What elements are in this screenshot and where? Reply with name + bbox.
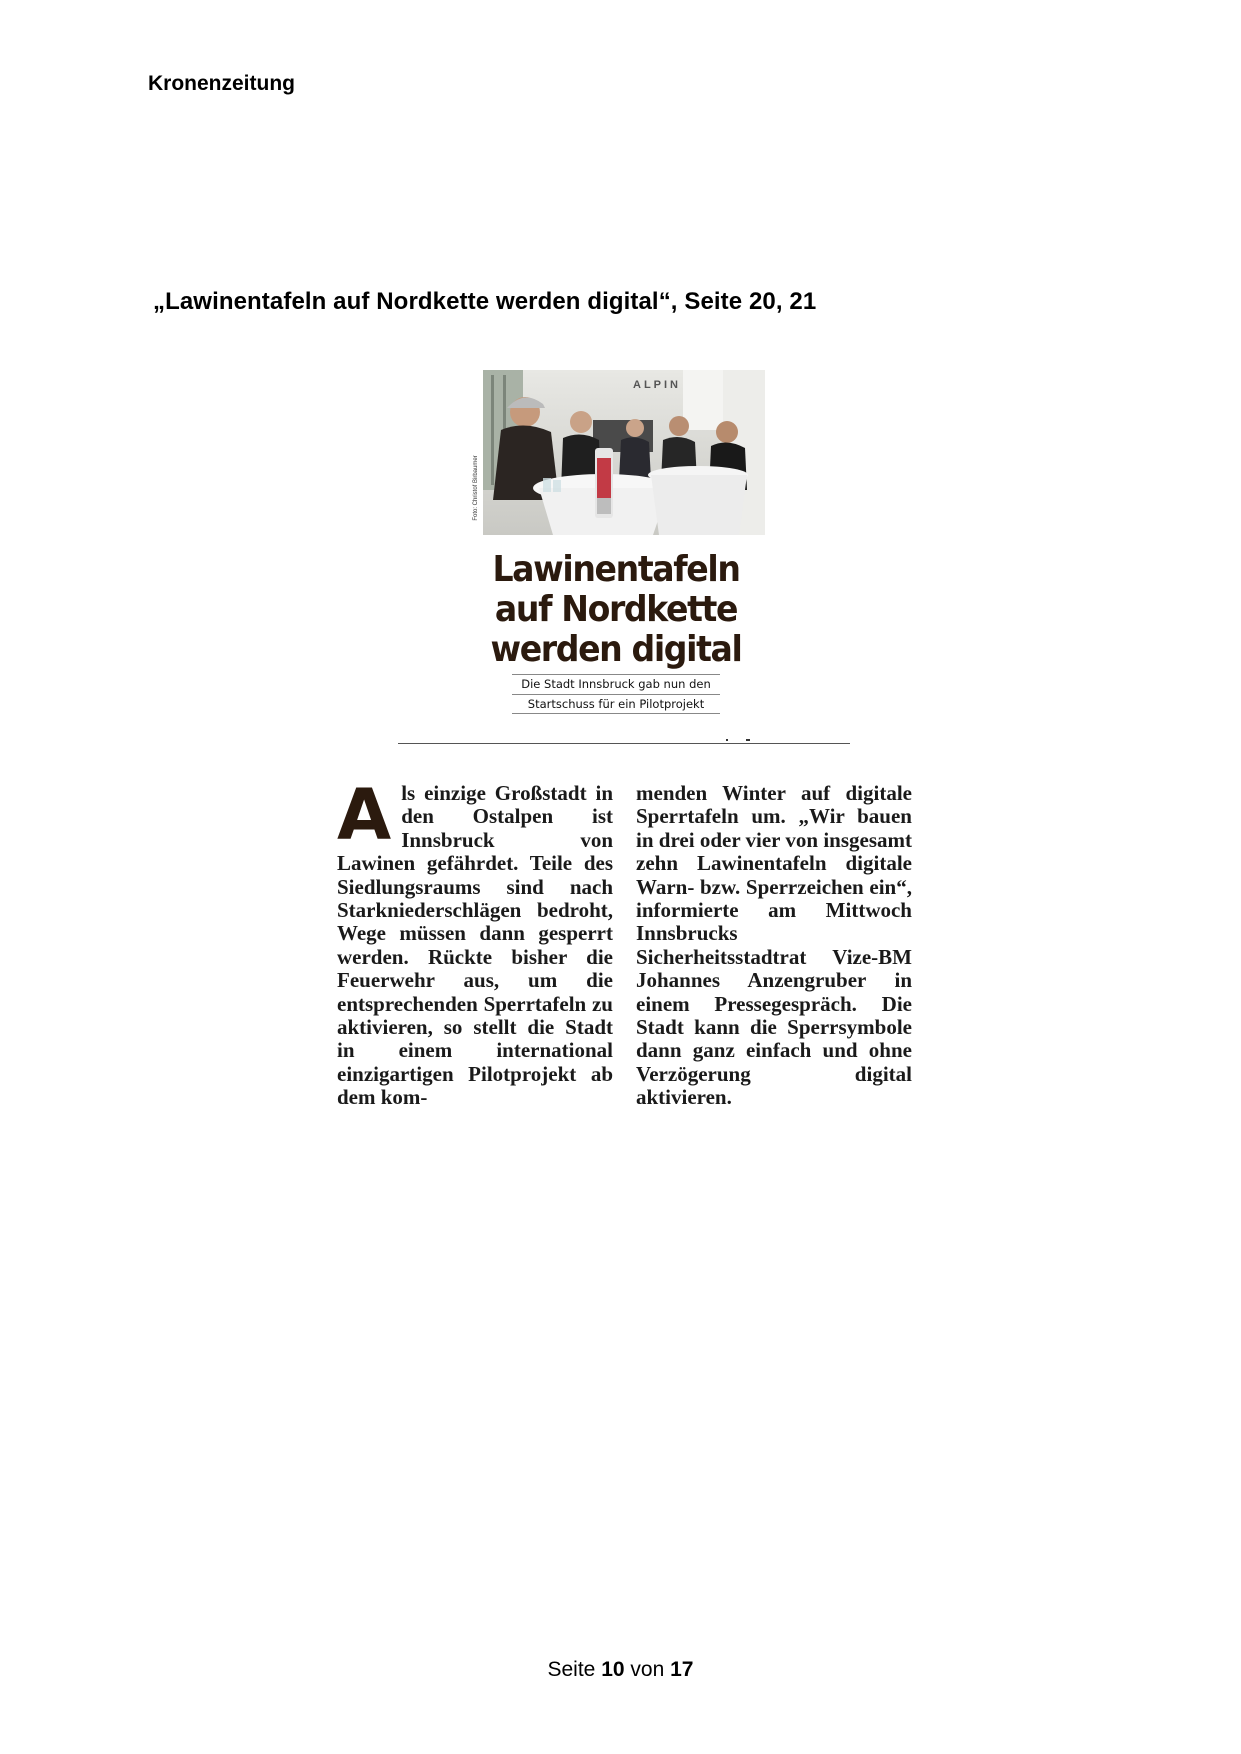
article-column-2	[636, 782, 912, 1110]
subtitle-divider	[512, 713, 720, 714]
article-reference: „Lawinentafeln auf Nordkette werden digital“, Seite 20, 21	[153, 288, 817, 315]
current-page: 10	[601, 1658, 625, 1681]
column-text: menden Winter auf digitale Sperrtafeln um. „Wir bauen in drei oder vier von insgesamt zehn Lawinentafeln digitale Warn- bzw. Sperrzeichen ein“, informierte am Mittwoch Innsbrucks Sicherheitsstadtrat Vize-BM Johannes Anzengruber in einem Pressegespräch. Die Stadt kann die Sperrsymbole dann ganz einfach und ohne Verzögerung digital aktivieren.	[636, 781, 912, 1110]
title-line: auf Nordkette	[494, 589, 738, 630]
subtitle-line: Die Stadt Innsbruck gab nun den	[521, 677, 711, 691]
press-conference-photo	[483, 370, 765, 535]
drop-cap: A	[337, 774, 392, 856]
article-column-1	[337, 774, 613, 1110]
article-title	[480, 550, 752, 670]
rule-marks	[726, 738, 766, 742]
footer-middle: von	[630, 1658, 665, 1681]
photo-credit: Foto: Christof Birbaumer	[473, 454, 479, 521]
subtitle-line: Startschuss für ein Pilotprojekt	[527, 697, 705, 711]
sign-text: ALPIN	[633, 379, 681, 391]
article-photo	[483, 370, 765, 535]
column-text: ls einzige Großstadt in den Ostalpen ist Innsbruck von Lawinen gefährdet. Teile des Siedlungsraums sind nach Starkniederschlägen bedroht, Wege müssen dann gesperrt werden. Rückte bisher die Feuerwehr aus, um die entsprechenden Sperrtafeln zu aktivieren, so stellt die Stadt in einem international einzigartigen Pilotprojekt ab dem kom-	[337, 781, 613, 1110]
total-pages: 17	[670, 1658, 694, 1681]
page-footer	[0, 1658, 1241, 1682]
subtitle-divider	[512, 694, 720, 695]
section-rule	[398, 743, 850, 744]
footer-prefix: Seite	[547, 1658, 596, 1681]
publication-name: Kronenzeitung	[148, 72, 295, 95]
title-line: Lawinentafeln	[492, 549, 740, 590]
title-line: werden digital	[490, 629, 742, 670]
